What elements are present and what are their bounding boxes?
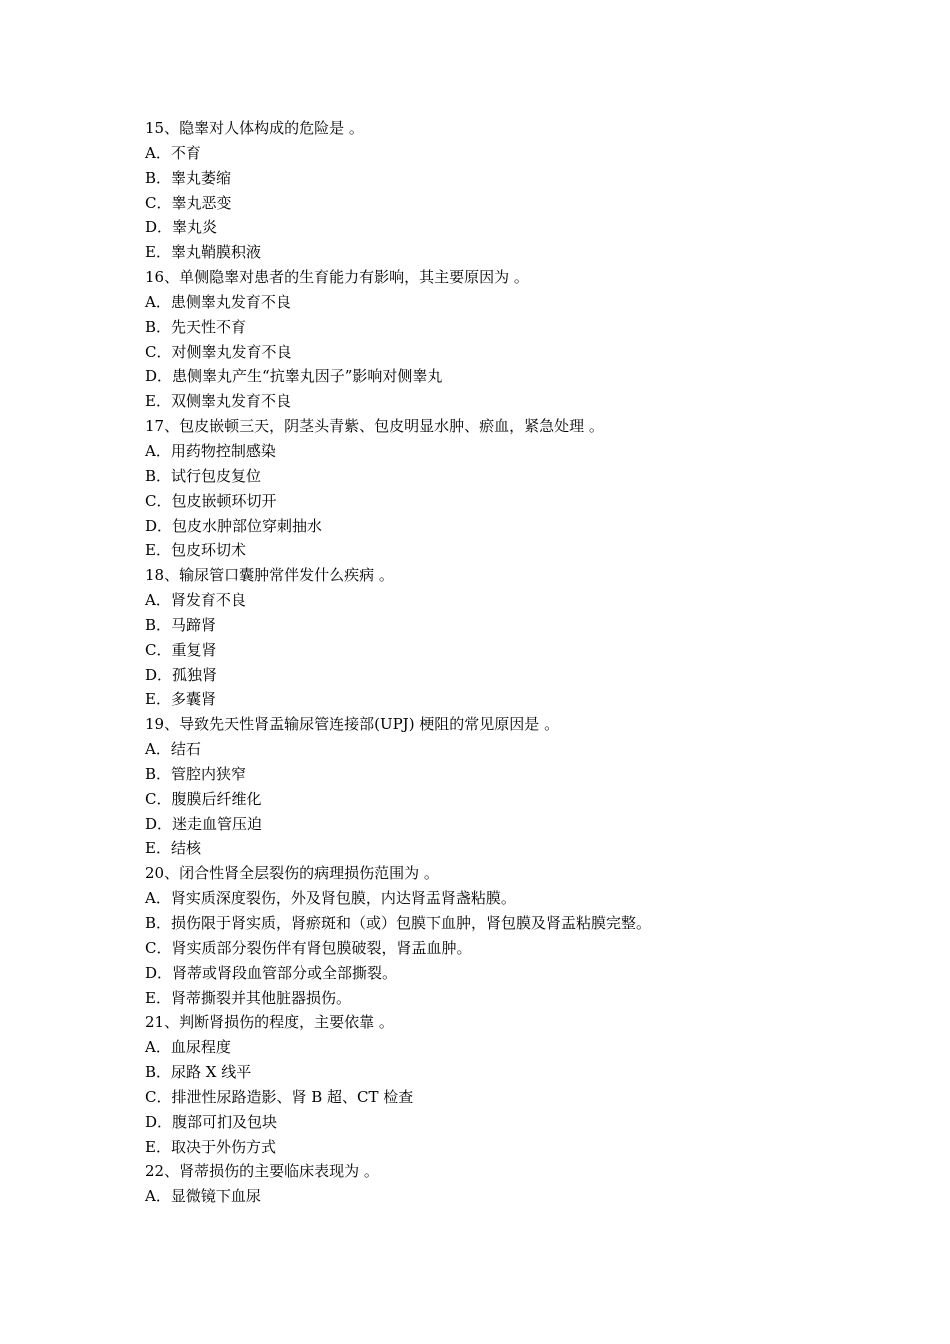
- answer-option: C．肾实质部分裂伤伴有肾包膜破裂，肾盂血肿。: [145, 938, 472, 957]
- answer-option: A．显微镜下血尿: [145, 1187, 261, 1206]
- answer-option: A．结石: [145, 740, 201, 759]
- answer-option: C．包皮嵌顿环切开: [145, 491, 277, 510]
- answer-option: E．多囊肾: [145, 690, 216, 709]
- answer-option: D．孤独肾: [145, 665, 218, 684]
- answer-option: B．先天性不育: [145, 317, 247, 336]
- answer-option: C．睾丸恶变: [145, 193, 232, 212]
- answer-option: D．迷走血管压迫: [145, 814, 263, 833]
- answer-option: E．双侧睾丸发育不良: [145, 392, 291, 411]
- answer-option: B．尿路 X 线平: [145, 1063, 252, 1082]
- answer-option: A．患侧睾丸发育不良: [145, 292, 291, 311]
- answer-option: C．重复肾: [145, 640, 217, 659]
- answer-option: C．腹膜后纤维化: [145, 789, 262, 808]
- answer-option: A．血尿程度: [145, 1038, 231, 1057]
- question-list: [145, 116, 905, 1209]
- answer-option: E．结核: [145, 839, 201, 858]
- answer-option: E．肾蒂撕裂并其他脏器损伤。: [145, 988, 351, 1007]
- question-stem: 15、隐睾对人体构成的危险是 。: [145, 119, 364, 137]
- answer-option: A．肾实质深度裂伤，外及肾包膜，内达肾盂肾盏粘膜。: [145, 889, 516, 908]
- question-stem: 19、导致先天性肾盂输尿管连接部(UPJ) 梗阻的常见原因是 。: [145, 715, 560, 734]
- answer-option: D．肾蒂或肾段血管部分或全部撕裂。: [145, 963, 398, 982]
- answer-option: A．用药物控制感染: [145, 441, 276, 460]
- question-stem: 22、肾蒂损伤的主要临床表现为 。: [145, 1162, 379, 1181]
- answer-option: E．取决于外伤方式: [145, 1137, 276, 1156]
- answer-option: B．损伤限于肾实质，肾瘀斑和（或）包膜下血肿，肾包膜及肾盂粘膜完整。: [145, 914, 652, 932]
- answer-option: A．不育: [145, 143, 201, 162]
- answer-option: D．患侧睾丸产生“抗睾丸因子”影响对侧睾丸: [145, 367, 443, 386]
- answer-option: D．包皮水肿部位穿刺抽水: [145, 516, 323, 535]
- answer-option: E．包皮环切术: [145, 541, 246, 560]
- answer-option: C．对侧睾丸发育不良: [145, 342, 292, 361]
- answer-option: B．管腔内狭窄: [145, 764, 247, 783]
- question-stem: 18、输尿管口囊肿常伴发什么疾病 。: [145, 566, 394, 585]
- answer-option: C．排泄性尿路造影、肾 B 超、CT 检查: [145, 1087, 414, 1106]
- answer-option: D．腹部可扪及包块: [145, 1112, 278, 1131]
- answer-option: A．肾发育不良: [145, 591, 246, 610]
- question-stem: 17、包皮嵌顿三天，阴茎头青紫、包皮明显水肿、瘀血，紧急处理 。: [145, 417, 604, 436]
- question-stem: 20、闭合性肾全层裂伤的病理损伤范围为 。: [145, 864, 439, 883]
- answer-option: B．睾丸萎缩: [145, 168, 232, 187]
- answer-option: E．睾丸鞘膜积液: [145, 243, 261, 262]
- answer-option: B．马蹄肾: [145, 615, 217, 634]
- question-stem: 16、单侧隐睾对患者的生育能力有影响，其主要原因为 。: [145, 268, 529, 287]
- answer-option: D．睾丸炎: [145, 218, 218, 237]
- question-stem: 21、判断肾损伤的程度，主要依靠 。: [145, 1013, 394, 1032]
- answer-option: B．试行包皮复位: [145, 466, 262, 485]
